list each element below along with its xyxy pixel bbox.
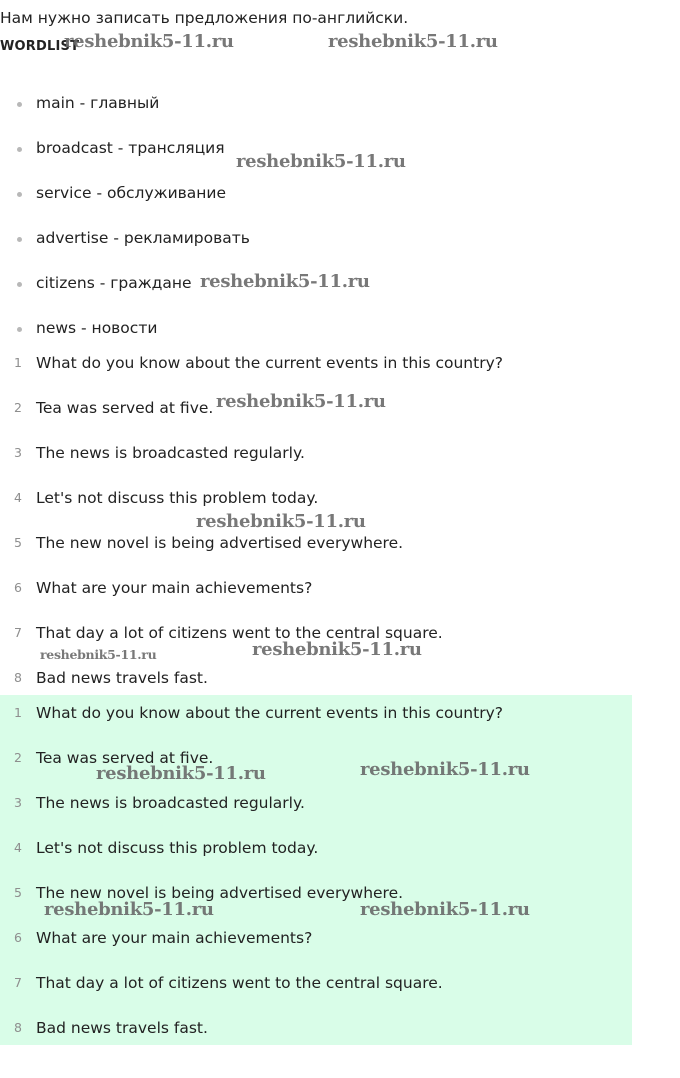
answer-number: 2 (14, 400, 22, 415)
watermark: reshebnik5-11.ru (216, 391, 386, 412)
answer-text: What do you know about the current events in this country? (36, 354, 503, 372)
answer-text: What do you know about the current events in this country? (36, 704, 503, 722)
answer-item (0, 1017, 632, 1039)
answer-number: 4 (14, 490, 22, 505)
watermark: reshebnik5-11.ru (44, 899, 214, 920)
answer-item (0, 532, 632, 554)
answer-text: The news is broadcasted regularly. (36, 444, 305, 462)
bullet-icon (17, 102, 22, 107)
answer-text: That day a lot of citizens went to the central square. (36, 624, 443, 642)
answer-item (0, 487, 632, 509)
watermark: reshebnik5-11.ru (252, 639, 422, 660)
answer-number: 5 (14, 535, 22, 550)
wordlist-item-text: advertise - рекламировать (36, 229, 250, 247)
answer-text: Let's not discuss this problem today. (36, 839, 319, 857)
answer-number: 7 (14, 975, 22, 990)
answer-number: 1 (14, 355, 22, 370)
answer-item (0, 792, 632, 814)
answer-number: 2 (14, 750, 22, 765)
bullet-icon (17, 282, 22, 287)
answer-item (0, 702, 632, 724)
watermark: reshebnik5-11.ru (64, 31, 234, 52)
wordlist-item-text: main - главный (36, 94, 160, 112)
answer-text: The new novel is being advertised everywhere. (36, 884, 404, 902)
answer-item (0, 667, 632, 689)
bullet-icon (17, 192, 22, 197)
answer-text: The news is broadcasted regularly. (36, 794, 305, 812)
highlighted-answers-block (0, 695, 632, 1045)
answer-text: What are your main achievements? (36, 929, 313, 947)
watermark: reshebnik5-11.ru (196, 511, 366, 532)
answer-item (0, 577, 632, 599)
bullet-icon (17, 327, 22, 332)
answer-number: 3 (14, 445, 22, 460)
watermark: reshebnik5-11.ru (360, 899, 530, 920)
watermark: reshebnik5-11.ru (96, 763, 266, 784)
answer-text: Tea was served at five. (36, 399, 214, 417)
answer-text: What are your main achievements? (36, 579, 313, 597)
wordlist-item-text: news - новости (36, 319, 158, 337)
answer-item (0, 747, 632, 769)
watermark: reshebnik5-11.ru (200, 271, 370, 292)
answer-number: 6 (14, 580, 22, 595)
answer-number: 5 (14, 885, 22, 900)
answer-item (0, 837, 632, 859)
wordlist-item-text: service - обслуживание (36, 184, 227, 202)
answer-text: Bad news travels fast. (36, 669, 208, 687)
answer-number: 7 (14, 625, 22, 640)
answer-item (0, 442, 632, 464)
answer-item (0, 972, 632, 994)
answer-text: Bad news travels fast. (36, 1019, 208, 1037)
answer-number: 6 (14, 930, 22, 945)
watermark: reshebnik5-11.ru (328, 31, 498, 52)
answer-number: 8 (14, 1020, 22, 1035)
wordlist-item-text: citizens - граждане (36, 274, 192, 292)
answer-item (0, 352, 632, 374)
answer-item (0, 927, 632, 949)
wordlist-item-text: broadcast - трансляция (36, 139, 225, 157)
answer-number: 8 (14, 670, 22, 685)
intro-text: Нам нужно записать предложения по-английски. (0, 9, 409, 27)
bullet-icon (17, 147, 22, 152)
answer-text: Tea was served at five. (36, 749, 214, 767)
watermark: reshebnik5-11.ru (236, 151, 406, 172)
answer-text: Let's not discuss this problem today. (36, 489, 319, 507)
wordlist-title: WORDLIST (0, 39, 80, 54)
bullet-icon (17, 237, 22, 242)
watermark: reshebnik5-11.ru (40, 647, 157, 662)
answer-number: 1 (14, 705, 22, 720)
answer-number: 4 (14, 840, 22, 855)
answer-text: The new novel is being advertised everywhere. (36, 534, 404, 552)
answer-text: That day a lot of citizens went to the central square. (36, 974, 443, 992)
answer-number: 3 (14, 795, 22, 810)
watermark: reshebnik5-11.ru (360, 759, 530, 780)
